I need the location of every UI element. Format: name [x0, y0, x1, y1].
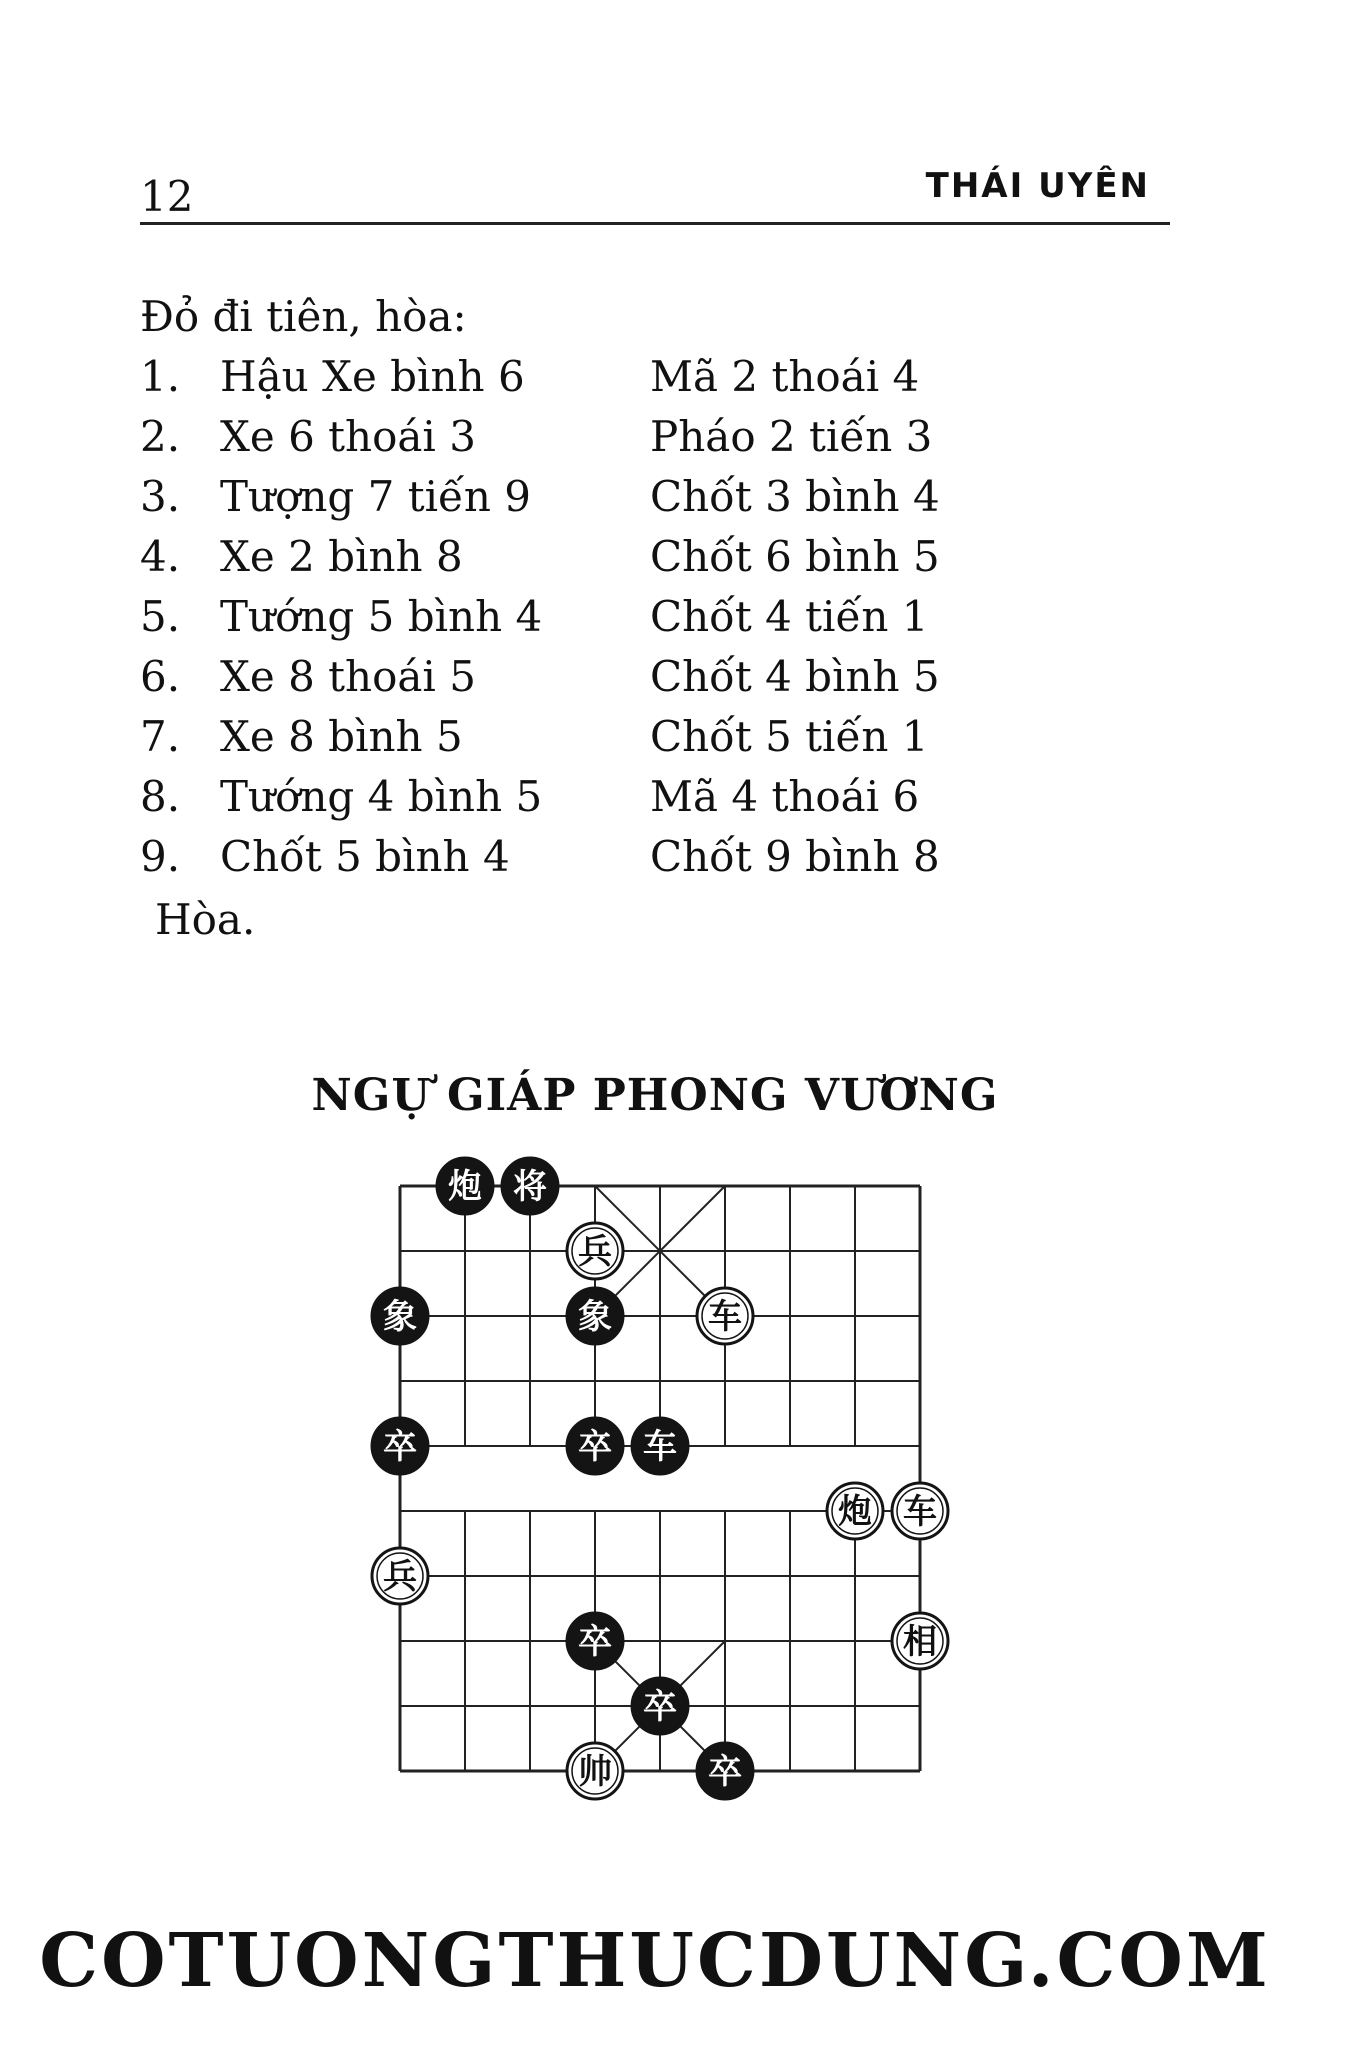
piece-char: 卒	[578, 1622, 612, 1662]
red-move: Hậu Xe bình 6	[220, 352, 525, 401]
piece-black	[372, 1288, 428, 1344]
piece-char: 卒	[383, 1427, 417, 1467]
move-number: 8.	[140, 772, 181, 821]
move-number: 9.	[140, 832, 181, 881]
intro-line: Đỏ đi tiên, hòa:	[140, 292, 467, 341]
piece-char: 兵	[383, 1557, 417, 1597]
black-move: Chốt 9 bình 8	[650, 832, 940, 881]
red-move: Chốt 5 bình 4	[220, 832, 510, 881]
black-move: Chốt 5 tiến 1	[650, 712, 929, 761]
move-number: 4.	[140, 532, 181, 581]
black-move: Chốt 6 bình 5	[650, 532, 940, 581]
piece-char: 象	[578, 1297, 612, 1337]
piece-black	[632, 1678, 688, 1734]
move-number: 3.	[140, 472, 181, 521]
move-number: 2.	[140, 412, 181, 461]
piece-red	[567, 1223, 623, 1279]
piece-black	[697, 1743, 753, 1799]
piece-black	[567, 1418, 623, 1474]
piece-black	[437, 1158, 493, 1214]
piece-red	[567, 1743, 623, 1799]
piece-black	[502, 1158, 558, 1214]
piece-red	[827, 1483, 883, 1539]
red-move: Xe 6 thoái 3	[220, 412, 476, 461]
piece-red	[892, 1483, 948, 1539]
piece-char: 卒	[578, 1427, 612, 1467]
red-move: Tướng 5 bình 4	[220, 592, 543, 641]
red-move: Xe 8 bình 5	[220, 712, 463, 761]
red-move: Tướng 4 bình 5	[220, 772, 543, 821]
result-text: Hòa.	[155, 895, 256, 944]
piece-char: 兵	[578, 1232, 612, 1272]
piece-char: 炮	[448, 1167, 482, 1207]
piece-red	[372, 1548, 428, 1604]
piece-char: 相	[903, 1622, 937, 1662]
diagram-title: NGỰ GIÁP PHONG VƯƠNG	[311, 1070, 999, 1121]
piece-char: 车	[643, 1427, 677, 1467]
piece-char: 卒	[708, 1752, 742, 1792]
piece-char: 炮	[838, 1492, 872, 1532]
piece-char: 象	[383, 1297, 417, 1337]
move-number: 5.	[140, 592, 181, 641]
black-move: Mã 4 thoái 6	[650, 772, 920, 821]
red-move: Xe 8 thoái 5	[220, 652, 476, 701]
black-move: Chốt 3 bình 4	[650, 472, 940, 521]
black-move: Chốt 4 tiến 1	[650, 592, 929, 641]
black-move: Mã 2 thoái 4	[650, 352, 920, 401]
footer-site: COTUONGTHUCDUNG.COM	[39, 1918, 1271, 2004]
page-number: 12	[140, 172, 194, 221]
running-head: THÁI UYÊN	[925, 166, 1150, 206]
red-move: Xe 2 bình 8	[220, 532, 463, 581]
move-number: 1.	[140, 352, 181, 401]
piece-char: 车	[708, 1297, 742, 1337]
piece-black	[632, 1418, 688, 1474]
piece-red	[892, 1613, 948, 1669]
red-move: Tượng 7 tiến 9	[220, 472, 531, 521]
piece-black	[372, 1418, 428, 1474]
piece-char: 卒	[643, 1687, 677, 1727]
move-number: 7.	[140, 712, 181, 761]
black-move: Chốt 4 bình 5	[650, 652, 940, 701]
piece-black	[567, 1288, 623, 1344]
black-move: Pháo 2 tiến 3	[650, 412, 933, 461]
piece-char: 将	[513, 1167, 547, 1207]
move-number: 6.	[140, 652, 181, 701]
piece-char: 帅	[578, 1752, 612, 1792]
piece-char: 车	[903, 1492, 937, 1532]
piece-black	[567, 1613, 623, 1669]
piece-red	[697, 1288, 753, 1344]
